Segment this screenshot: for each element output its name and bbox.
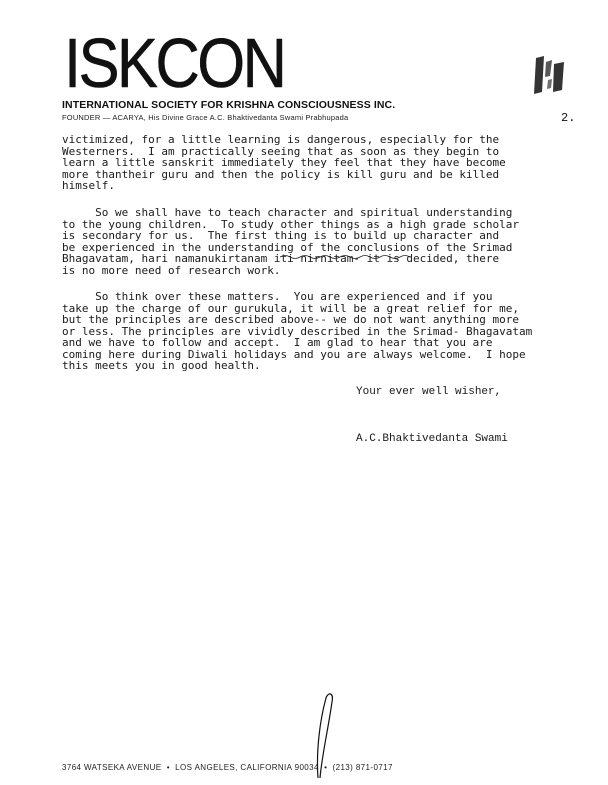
letter-paragraph-1: victimized, for a little learning is dangerous, especially for the Westerners. I am practically seeing that as soon as they begin to learn a little sanskrit immediately they feel that they have become more thantheir guru and then the policy is kill guru and be killed himself. — [62, 133, 506, 192]
letter-paragraph-2: So we shall have to teach character and spiritual understanding to the young children. To study other things as a high grade scholar is secondary for us. The first thing is to build up character and be experienced in the understanding of the conclusions of the Srimad Bhagavatam, hari namanukirtanam iti nirnitam- it is decided, there is no more need of research work. — [62, 206, 519, 277]
page-number: 2. — [561, 111, 576, 125]
iskcon-logo: ISKCON — [64, 24, 285, 102]
handwritten-underline — [280, 254, 410, 260]
founder-line: FOUNDER — ACARYA, His Divine Grace A.C. Bhaktivedanta Swami Prabhupada — [62, 113, 349, 122]
letter-paragraph-3: So think over these matters. You are experienced and if you take up the charge of our gurukula, it will be a great relief for me, but the principles are described above-- we do not want anything more or less. The principles are vividly described in the Srimad- Bhagavatam and we have to follow and accept. I am glad to hear that you are coming here during Diwali holidays and you are always welcome. I hope this meets you in good health. — [62, 290, 533, 372]
organization-name: INTERNATIONAL SOCIETY FOR KRISHNA CONSCIOUSNESS INC. — [62, 99, 396, 111]
letterhead-footer-address: 3764 WATSEKA AVENUE • LOS ANGELES, CALIFORNIA 90034 • (213) 871-0717 — [62, 763, 393, 772]
closing-line: Your ever well wisher, — [356, 386, 502, 398]
signature-line: A.C.Bhaktivedanta Swami — [356, 433, 508, 445]
archive-stamp-icon — [528, 52, 570, 98]
